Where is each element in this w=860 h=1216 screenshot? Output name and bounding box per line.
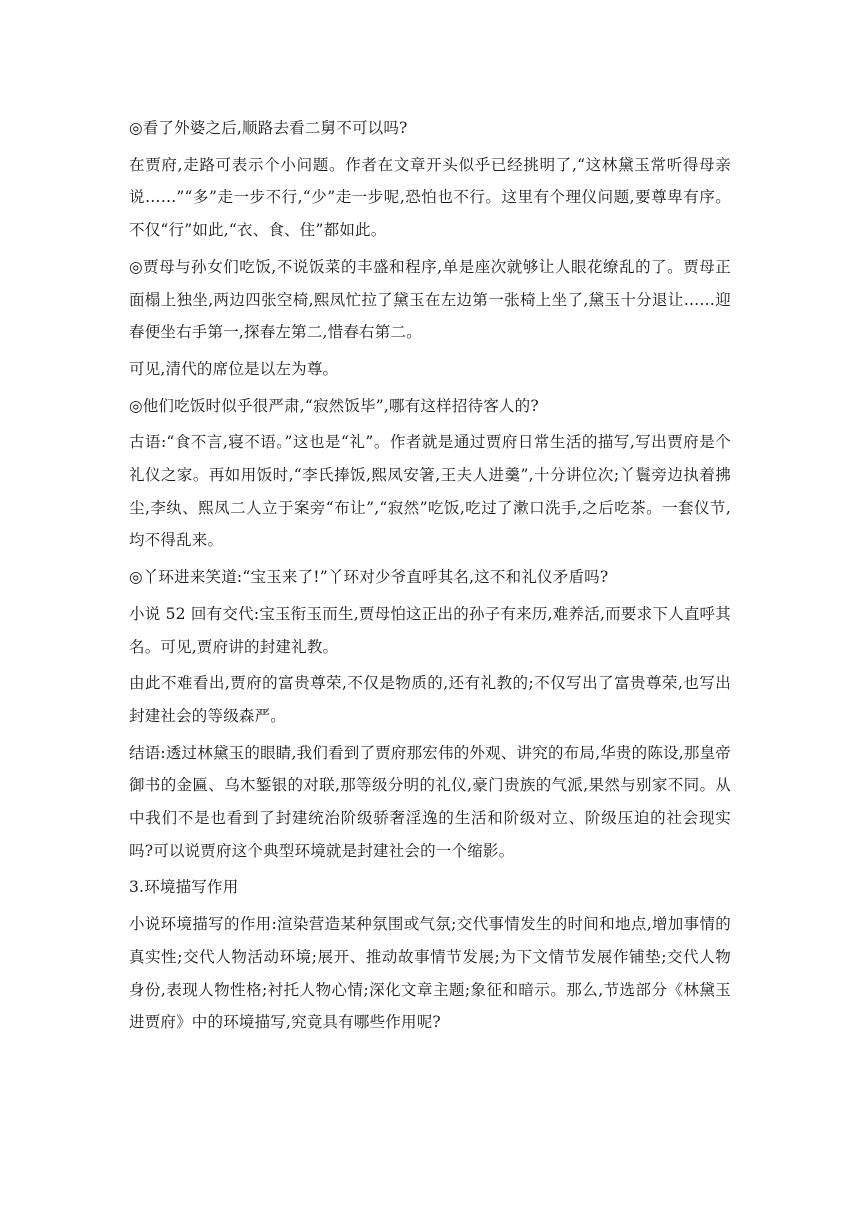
body-paragraph: 小说环境描写的作用:渲染营造某种氛围或气氛;交代事情发生的时间和地点,增加事情的真实性;交代人物活动环境;展开、推动故事情节发展;为下文情节发展作铺垫;交代人物身份,表现人物性格;衬托人物心情;深化文章主题;象征和暗示。那么,节选部分《林黛玉进贾府》中的环境描写,究竟具有哪些作用呢? [129, 915, 731, 1032]
question-paragraph: ◎他们吃饭时似乎很严肃,“寂然饭毕”,哪有这样招待客人的? [129, 396, 539, 415]
question-paragraph: ◎丫环进来笑道:“宝玉来了!”丫环对少爷直呼其名,这不和礼仪矛盾吗? [129, 568, 609, 587]
answer-paragraph: 古语:“食不言,寝不语。”这也是“礼”。作者就是通过贾府日常生活的描写,写出贾府是个礼仪之家。再如用饭时,“李氏捧饭,熙凤安箸,王夫人进羹”,十分讲位次;丫鬟旁边执着拂尘,李纨、熙凤二人立于案旁“布让”,“寂然”吃饭,吃过了漱口洗手,之后吃茶。一套仪节,均不得乱来。 [129, 433, 731, 550]
answer-paragraph: 在贾府,走路可表示个小问题。作者在文章开头似乎已经挑明了,“这林黛玉常听得母亲说……”“多”走一步不行,“少”走一步呢,恐怕也不行。这里有个理仪问题,要尊卑有序。不仅“行”如此,“衣、食、住”都如此。 [129, 155, 731, 240]
conclusion-paragraph: 结语:透过林黛玉的眼睛,我们看到了贾府那宏伟的外观、讲究的布局,华贵的陈设,那皇帝御书的金匾、乌木錾银的对联,那等级分明的礼仪,豪门贵族的气派,果然与别家不同。从中我们不是也看到了封建统治阶级骄奢淫逸的生活和阶级对立、阶级压迫的社会现实吗?可以说贾府这个典型环境就是封建社会的一个缩影。 [129, 743, 731, 860]
body-paragraph: 由此不难看出,贾府的富贵尊荣,不仅是物质的,还有礼教的;不仅写出了富贵尊荣,也写出封建社会的等级森严。 [129, 674, 731, 725]
question-paragraph: ◎贾母与孙女们吃饭,不说饭菜的丰盛和程序,单是座次就够让人眼花缭乱的了。贾母正面榻上独坐,两边四张空椅,熙凤忙拉了黛玉在左边第一张椅上坐了,黛玉十分退让……迎春便坐右手第一,探春左第二,惜春右第二。 [129, 257, 731, 342]
answer-paragraph: 小说 52 回有交代:宝玉衔玉而生,贾母怕这正出的孙子有来历,难养活,而要求下人直呼其名。可见,贾府讲的封建礼教。 [129, 604, 731, 656]
answer-paragraph: 可见,清代的席位是以左为尊。 [129, 359, 339, 378]
question-paragraph: ◎看了外婆之后,顺路去看二舅不可以吗? [129, 119, 408, 137]
document-body [129, 112, 731, 1043]
section-heading: 3.环境描写作用 [129, 878, 239, 897]
